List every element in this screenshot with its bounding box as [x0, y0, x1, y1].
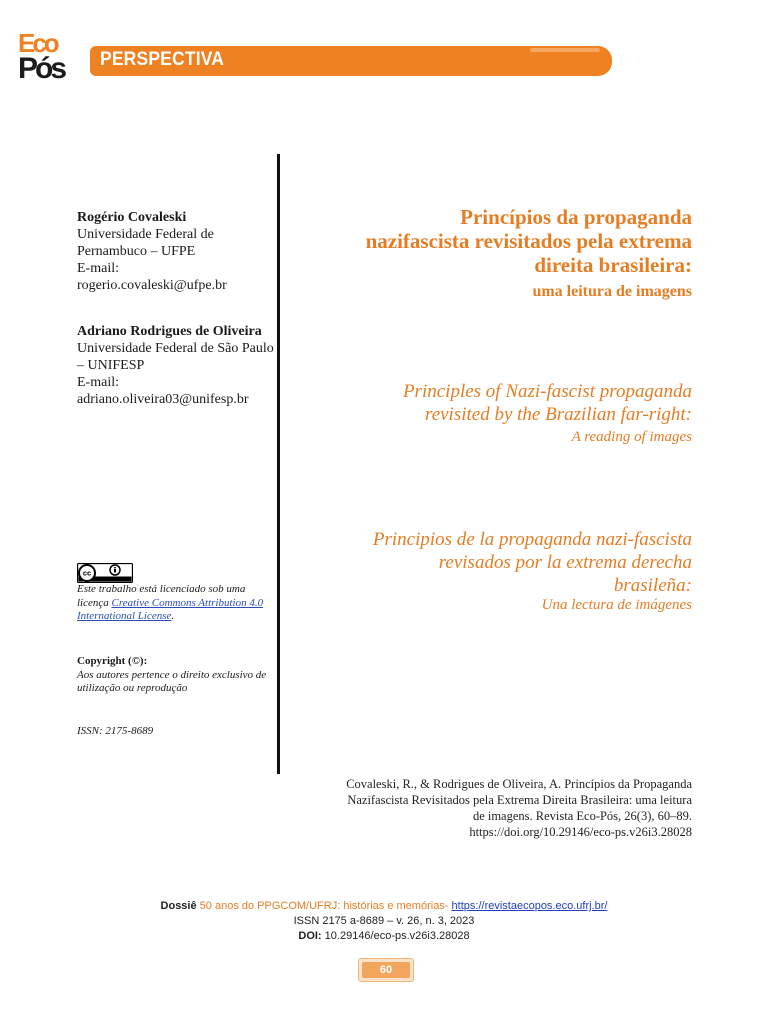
dossie-label: Dossiê — [160, 900, 197, 912]
footer-dossie-line — [0, 899, 768, 914]
cc-by-icon — [77, 563, 133, 583]
author-email-label: E-mail: — [77, 375, 119, 390]
copyright-title: Copyright (©): — [77, 655, 148, 667]
logo-bottom-text: Pós — [18, 52, 65, 85]
subtitle-spanish: Una lectura de imágenes — [541, 597, 692, 613]
dossie-title: 50 anos do PPGCOM/UFRJ: histórias e memórias- — [199, 900, 449, 912]
license-text-after: . — [171, 610, 175, 622]
author-email[interactable]: rogerio.covaleski@ufpe.br — [77, 278, 227, 293]
author-1 — [77, 209, 275, 294]
author-email[interactable]: adriano.oliveira03@unifesp.br — [77, 392, 249, 407]
subtitle-english: A reading of images — [571, 429, 692, 445]
footer-doi-line — [0, 929, 768, 944]
banner-highlight — [530, 48, 600, 52]
page-number-box — [358, 958, 414, 982]
journal-url-link[interactable]: https://revistaecopos.eco.ufrj.br/ — [451, 900, 608, 912]
section-banner — [90, 46, 612, 76]
title-spanish: Principios de la propaganda nazi-fascista revisados por la extrema derecha brasileña: — [372, 529, 692, 596]
logo-top-text: Eco — [18, 28, 57, 58]
issn-left: ISSN: 2175-8689 — [77, 725, 154, 737]
license-text-before: Este trabalho está licenciado sob uma licença — [77, 583, 246, 609]
author-name: Rogério Covaleski — [77, 210, 187, 225]
copyright-text: Aos autores pertence o direito exclusivo de utilização ou reprodução — [77, 668, 267, 694]
author-2 — [77, 323, 275, 408]
author-name: Adriano Rodrigues de Oliveira — [77, 324, 262, 339]
footer-issn: ISSN 2175 a-8689 – v. 26, n. 3, 2023 — [293, 915, 475, 927]
author-email-label: E-mail: — [77, 261, 119, 276]
section-label: PERSPECTIVA — [100, 49, 225, 70]
author-affiliation: Universidade Federal de São Paulo – UNIFESP — [77, 341, 274, 373]
doi-value: 10.29146/eco-ps.v26i3.28028 — [324, 930, 470, 942]
copyright-block — [77, 655, 277, 696]
author-affiliation: Universidade Federal de Pernambuco – UFPE — [77, 227, 214, 259]
page-number: 60 — [362, 962, 410, 978]
license-link[interactable]: Creative Commons Attribution 4.0 International License — [77, 596, 264, 622]
eco-pos-logo — [18, 30, 84, 86]
svg-text:cc: cc — [82, 568, 92, 578]
title-portuguese: Princípios da propaganda nazifascista revisitados pela extrema direita brasileira: — [365, 205, 692, 277]
column-divider — [277, 154, 280, 774]
subtitle-portuguese: uma leitura de imagens — [532, 283, 692, 300]
title-english: Principles of Nazi-fascist propaganda revisited by the Brazilian far-right: — [402, 381, 692, 425]
license-text — [77, 583, 277, 624]
citation: Covaleski, R., & Rodrigues de Oliveira, A. Princípios da Propaganda Nazifascista Revisitados pela Extrema Direita Brasileira: uma leitura de imagens. Revista Eco-Pós, 26(3), 60–89. https://doi.org/10.29146/eco-ps.v26i3.28028 — [346, 777, 692, 839]
doi-label: DOI: — [298, 930, 322, 942]
